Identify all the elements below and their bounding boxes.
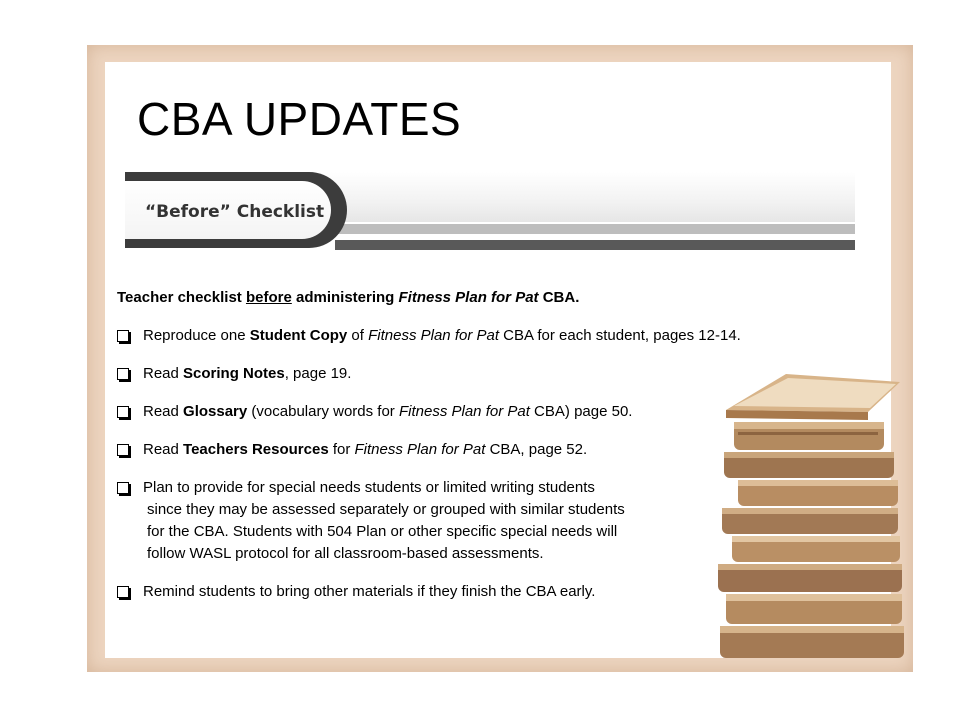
checklist-item: [117, 477, 897, 565]
section-label: “Before” Checklist: [145, 202, 325, 222]
item-text: Read: [143, 441, 184, 458]
intro-text: CBA.: [538, 289, 580, 306]
item-text: , page 19.: [284, 365, 352, 382]
checklist-item: [117, 325, 897, 347]
item-text: CBA for each student, pages 12-14.: [499, 327, 741, 344]
ribbon-dark-bar: [335, 240, 855, 250]
intro-text: administering: [291, 289, 399, 306]
item-text: Read: [143, 365, 184, 382]
checklist-item: [117, 363, 897, 385]
slide-title: CBA UPDATES: [137, 93, 462, 145]
checklist-content: [117, 287, 897, 603]
item-text: Plan to provide for special needs students or limited writing students: [143, 479, 595, 496]
item-text: Read: [143, 403, 184, 420]
section-ribbon: [125, 172, 855, 250]
item-text: Reproduce one: [143, 327, 250, 344]
intro-underlined: before: [245, 289, 292, 306]
item-text: for: [328, 441, 355, 458]
ribbon-light-bar: [335, 224, 855, 234]
item-italic: Fitness Plan for Pat: [368, 327, 500, 344]
item-text: Remind students to bring other materials if they finish the CBA early.: [143, 583, 596, 600]
checklist-item: [117, 401, 897, 423]
checklist-item: [117, 581, 897, 603]
item-text: follow WASL protocol for all classroom-based assessments.: [147, 545, 544, 562]
item-text: of: [347, 327, 369, 344]
checkbox-bullet-icon: [117, 330, 129, 342]
item-bold: Scoring Notes: [183, 365, 285, 382]
item-bold: Student Copy: [249, 327, 348, 344]
checkbox-bullet-icon: [117, 406, 129, 418]
item-text: (vocabulary words for: [247, 403, 399, 420]
checklist-item: [117, 439, 897, 461]
item-text: CBA, page 52.: [485, 441, 588, 458]
checklist-intro: [117, 287, 897, 309]
intro-italic: Fitness Plan for Pat: [398, 289, 539, 306]
checkbox-bullet-icon: [117, 444, 129, 456]
item-text: for the CBA. Students with 504 Plan or other specific special needs will: [147, 523, 618, 540]
item-bold: Teachers Resources: [183, 441, 329, 458]
item-text: since they may be assessed separately or grouped with similar students: [147, 501, 625, 518]
checkbox-bullet-icon: [117, 368, 129, 380]
item-italic: Fitness Plan for Pat: [354, 441, 486, 458]
item-bold: Glossary: [183, 403, 248, 420]
checkbox-bullet-icon: [117, 482, 129, 494]
checkbox-bullet-icon: [117, 586, 129, 598]
item-text: CBA) page 50.: [529, 403, 633, 420]
item-italic: Fitness Plan for Pat: [398, 403, 530, 420]
intro-text: Teacher checklist: [117, 289, 246, 306]
